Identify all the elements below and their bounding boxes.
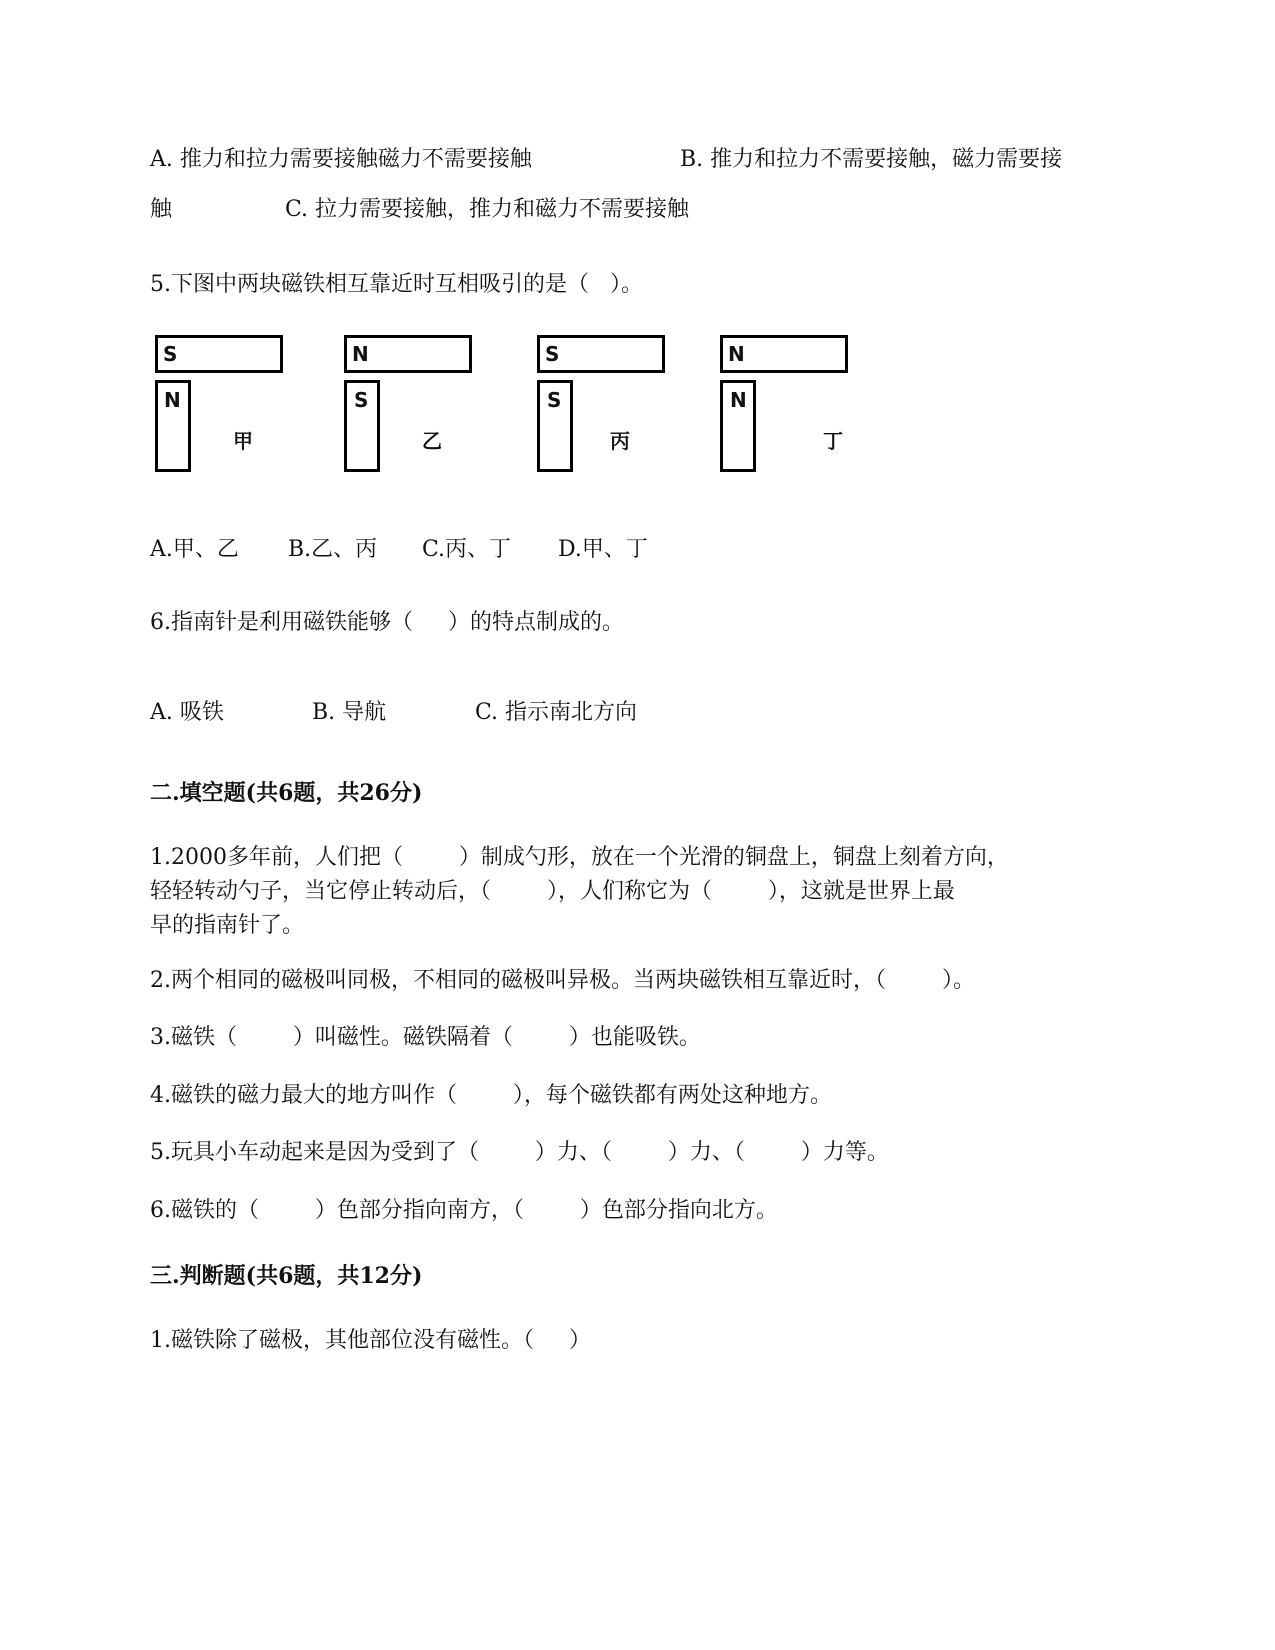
- s2-q1-line1: 1.2000多年前，人们把（ ）制成勺形，放在一个光滑的铜盘上，铜盘上刻着方向，: [150, 845, 1009, 870]
- q4-option-a: A. 推力和拉力需要接触磁力不需要接触: [150, 147, 532, 172]
- q6-question: 6.指南针是利用磁铁能够（ ）的特点制成的。: [150, 610, 624, 635]
- s2-q1-line3: 早的指南针了。: [150, 913, 305, 938]
- q6-option-b: B. 导航: [312, 700, 387, 725]
- top-pole-label: N: [728, 342, 745, 366]
- s2-q2: 2.两个相同的磁极叫同极，不相同的磁极叫异极。当两块磁铁相互靠近时，（ ）。: [150, 968, 975, 993]
- q5-option-c: C.丙、丁: [422, 537, 512, 562]
- s2-q5: 5.玩具小车动起来是因为受到了（ ）力、（ ）力、（ ）力等。: [150, 1140, 889, 1165]
- figure-label: 甲: [233, 429, 253, 453]
- q6-option-a: A. 吸铁: [150, 700, 224, 725]
- bottom-pole-label: S: [547, 388, 562, 412]
- q6-option-c: C. 指示南北方向: [475, 700, 638, 725]
- q5-question: 5.下图中两块磁铁相互靠近时互相吸引的是（ ）。: [150, 272, 643, 297]
- top-pole-label: S: [545, 342, 560, 366]
- section3-heading: 三.判断题(共6题，共12分): [150, 1263, 423, 1289]
- q5-option-a: A.甲、乙: [150, 537, 239, 562]
- s3-q1: 1.磁铁除了磁极，其他部位没有磁性。（ ）: [150, 1328, 591, 1353]
- top-pole-label: N: [352, 342, 369, 366]
- bottom-pole-label: S: [354, 388, 369, 412]
- figure-label: 乙: [422, 429, 442, 453]
- q4-option-c: C. 拉力需要接触，推力和磁力不需要接触: [285, 197, 690, 222]
- s2-q4: 4.磁铁的磁力最大的地方叫作（ ），每个磁铁都有两处这种地方。: [150, 1083, 832, 1108]
- s2-q6: 6.磁铁的（ ）色部分指向南方，（ ）色部分指向北方。: [150, 1198, 778, 1223]
- magnet-figure: [155, 335, 875, 485]
- figure-label: 丙: [610, 429, 630, 453]
- top-pole-label: S: [163, 342, 178, 366]
- section2-heading: 二.填空题(共6题，共26分): [150, 780, 423, 806]
- figure-label: 丁: [823, 429, 843, 453]
- bottom-pole-label: N: [164, 388, 181, 412]
- s2-q1-line2: 轻轻转动勺子，当它停止转动后，（ ），人们称它为（ ），这就是世界上最: [150, 879, 955, 904]
- q4-option-b-continued: 触: [150, 197, 173, 222]
- q5-option-b: B.乙、丙: [288, 537, 378, 562]
- s2-q3: 3.磁铁（ ）叫磁性。磁铁隔着（ ）也能吸铁。: [150, 1025, 701, 1050]
- q5-option-d: D.甲、丁: [558, 537, 648, 562]
- bottom-pole-label: N: [730, 388, 747, 412]
- q4-option-b: B. 推力和拉力不需要接触，磁力需要接: [680, 147, 1063, 172]
